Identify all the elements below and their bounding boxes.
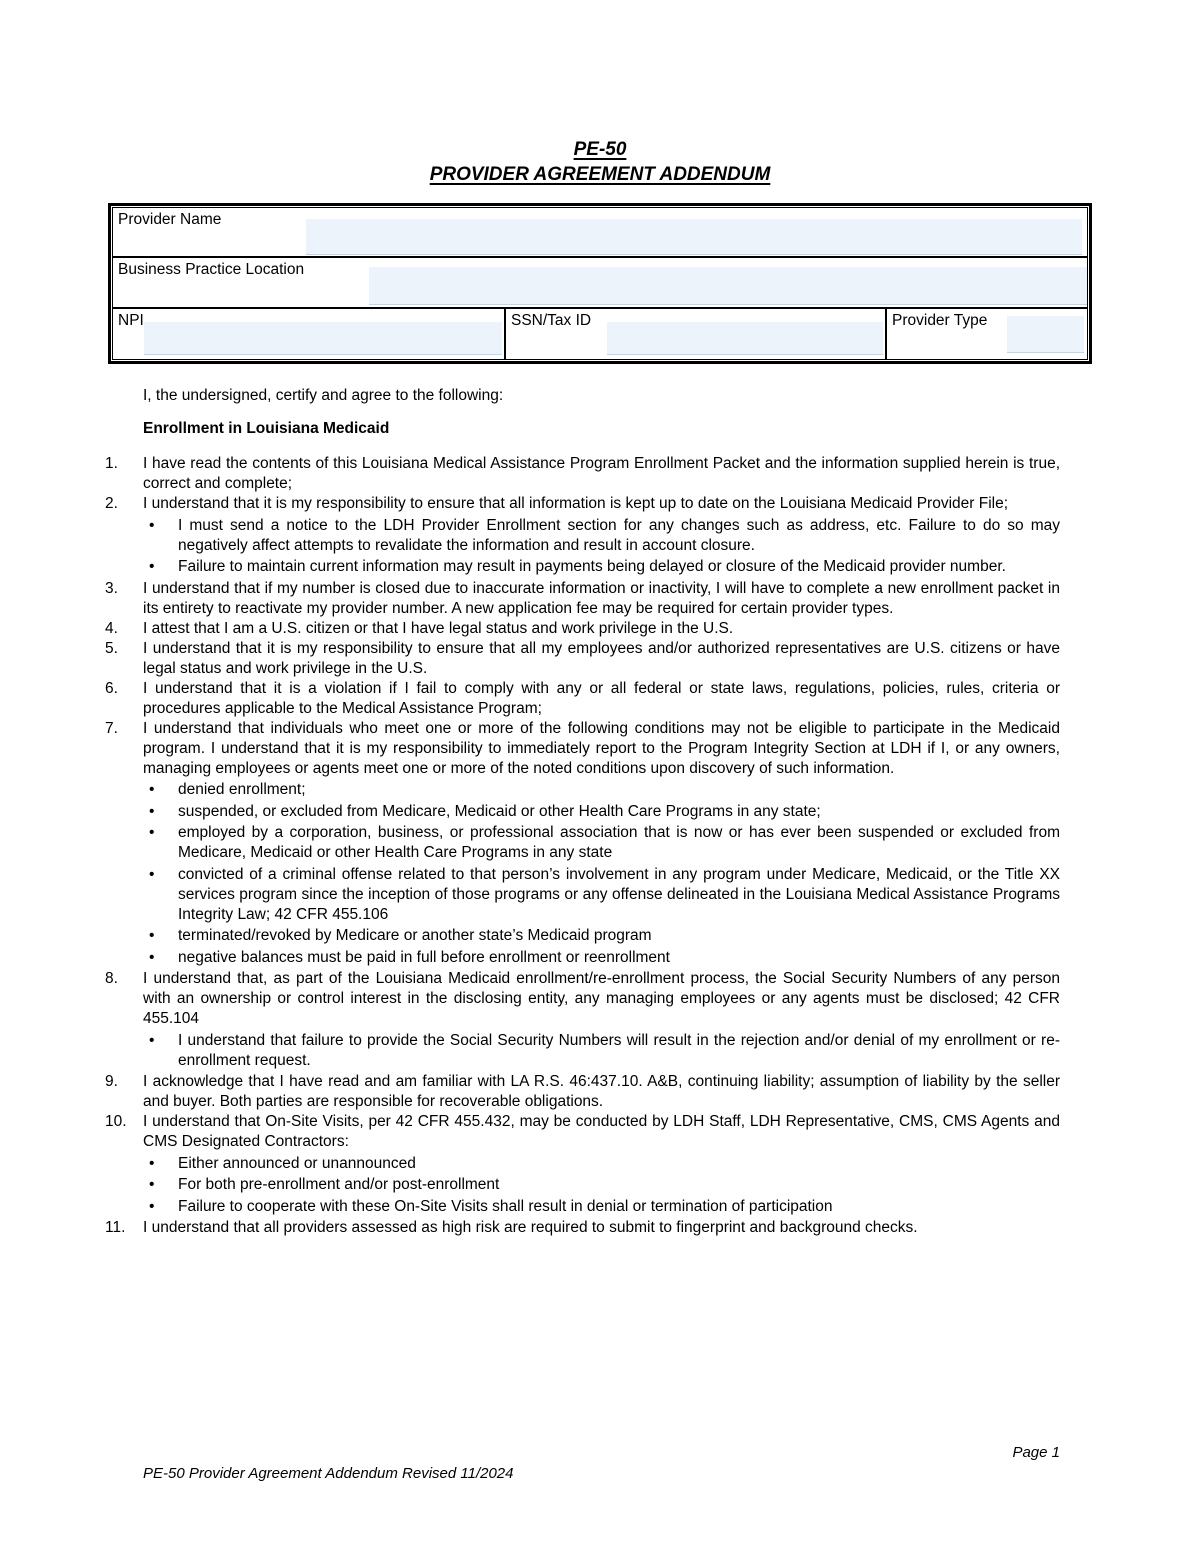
npi-ssn-type-row [113, 309, 1087, 359]
list-item-11 [105, 1218, 1060, 1238]
title-form-number: PE-50 [573, 139, 627, 160]
list-item-number: 1. [105, 455, 118, 472]
list-item-number: 3. [105, 579, 118, 597]
list-item-3 [105, 579, 1060, 619]
npi-cell [113, 309, 506, 359]
list-item-4 [105, 619, 1060, 639]
bullet-text: I must send a notice to the LDH Provider Enrollment section for any changes such as address, etc. Failure to do so may negatively affect attempts to revalidate the information and result in account closure. [178, 516, 1060, 554]
bullet-text: terminated/revoked by Medicare or another state’s Medicaid program [178, 927, 652, 944]
bullet-item [143, 1197, 1060, 1217]
provider-name-label: Provider Name [118, 211, 222, 228]
business-practice-location-input[interactable] [369, 267, 1087, 305]
list-item-number: 5. [105, 639, 118, 657]
list-item-number: 10. [105, 1113, 127, 1130]
list-item-10 [105, 1112, 1060, 1218]
list-item-text: I attest that I am a U.S. citizen or that I have legal status and work privilege in the U.S. [143, 619, 734, 637]
bullet-item [143, 1031, 1060, 1071]
bullet-item [143, 780, 1060, 800]
provider-type-input[interactable] [1007, 316, 1084, 353]
title-form-name: PROVIDER AGREEMENT ADDENDUM [429, 164, 771, 185]
revision-note: PE-50 Provider Agreement Addendum Revised 11/2024 [143, 1465, 514, 1482]
list-item-text: I understand that On-Site Visits, per 42 CFR 455.432, may be conducted by LDH Staff, LDH Representative, CMS, CMS Agents and CMS Designated Contractors: [143, 1113, 1060, 1150]
bullet-icon: • [149, 1176, 155, 1193]
bullet-icon: • [149, 948, 155, 966]
bullet-item [143, 1154, 1060, 1174]
business-practice-location-label: Business Practice Location [118, 261, 305, 278]
bullet-icon: • [149, 1031, 155, 1049]
list-item-9 [105, 1072, 1060, 1112]
list-item-text: I understand that, as part of the Louisiana Medicaid enrollment/re-enrollment process, the Social Security Numbers of any person with an ownership or control interest in the disclosing entity, any managing employees or any agents must be disclosed; 42 CFR 455.104 [143, 970, 1060, 1027]
list-item-2 [105, 494, 1060, 579]
ssn-tax-id-input[interactable] [607, 322, 883, 355]
bullet-icon: • [149, 558, 155, 575]
list-item-number: 7. [105, 719, 118, 737]
page-number: Page 1 [1012, 1444, 1060, 1461]
list-item-6 [105, 679, 1060, 719]
certify-intro-text: I, the undersigned, certify and agree to the following: [143, 387, 504, 404]
provider-type-cell [887, 309, 1087, 359]
business-practice-location-row [113, 258, 1087, 309]
list-item-text: I understand that it is my responsibility to ensure that all information is kept up to date on the Louisiana Medicaid Provider File; [143, 495, 1009, 512]
bullet-text: negative balances must be paid in full before enrollment or reenrollment [178, 948, 670, 966]
list-item-text: I acknowledge that I have read and am familiar with LA R.S. 46:437.10. A&B, continuing liability; assumption of liability by the seller and buyer. Both parties are responsible for recoverable obligations. [143, 1073, 1060, 1110]
bullet-text: I understand that failure to provide the Social Security Numbers will result in the rejection and/or denial of my enrollment or re-enrollment request. [178, 1031, 1060, 1069]
list-item-7 [105, 719, 1060, 970]
bullet-icon: • [149, 1197, 155, 1215]
ssn-tax-id-label: SSN/Tax ID [511, 312, 592, 329]
list-item-number: 4. [105, 619, 118, 637]
list-item-text: I have read the contents of this Louisiana Medical Assistance Program Enrollment Packet and the information supplied herein is true, correct and complete; [143, 455, 1060, 492]
bullet-text: employed by a corporation, business, or professional association that is now or has ever been suspended or excluded from Medicare, Medicaid or other Health Care Programs in any state [178, 824, 1060, 861]
bullet-icon: • [149, 781, 155, 798]
bullet-text: convicted of a criminal offense related to that person’s involvement in any program under Medicare, Medicaid, or the Title XX services program since the inception of those programs or any offense delineated in the Louisiana Medical Assistance Programs Integrity Law; 42 CFR 455.106 [178, 865, 1060, 923]
list-item-8 [105, 969, 1060, 1072]
bullet-item [143, 802, 1060, 822]
bullet-text: For both pre-enrollment and/or post-enrollment [178, 1176, 500, 1193]
bullet-item [143, 948, 1060, 968]
list-item-number: 11. [105, 1219, 126, 1236]
list-item-number: 9. [105, 1073, 118, 1090]
bullet-item [143, 557, 1060, 577]
list-item-text: I understand that all providers assessed as high risk are required to submit to fingerprint and background checks. [143, 1219, 918, 1236]
npi-input[interactable] [144, 322, 502, 355]
bullet-text: suspended, or excluded from Medicare, Medicaid or other Health Care Programs in any state; [178, 802, 821, 820]
list-item-text: I understand that it is a violation if I fail to comply with any or all federal or state laws, regulations, policies, rules, criteria or procedures applicable to the Medical Assistance Program; [143, 679, 1060, 717]
document-title [0, 137, 1200, 187]
provider-type-label: Provider Type [892, 312, 988, 329]
agreement-body [105, 386, 1060, 1238]
ssn-tax-id-cell [506, 309, 887, 359]
list-item-number: 8. [105, 970, 118, 987]
bullet-icon: • [149, 865, 155, 883]
list-item-1 [105, 454, 1060, 494]
bullet-text: denied enrollment; [178, 781, 306, 798]
bullet-item [143, 516, 1060, 556]
bullet-icon: • [149, 802, 155, 820]
provider-name-input[interactable] [306, 219, 1082, 255]
npi-label: NPI [118, 312, 144, 329]
bullet-icon: • [149, 824, 155, 841]
list-item-text: I understand that individuals who meet one or more of the following conditions may not be eligible to participate in the Medicaid program. I understand that it is my responsibility to immediately report to the Program Integrity Section at LDH if I, or any owners, managing employees or agents meet one or more of the noted conditions upon discovery of such information. [143, 719, 1060, 777]
bullet-item [143, 865, 1060, 925]
list-item-5 [105, 639, 1060, 679]
section-heading: Enrollment in Louisiana Medicaid [143, 420, 390, 437]
list-item-number: 2. [105, 495, 118, 512]
bullet-item [143, 823, 1060, 863]
bullet-item [143, 1175, 1060, 1195]
bullet-text: Failure to maintain current information may result in payments being delayed or closure of the Medicaid provider number. [178, 558, 1006, 575]
bullet-icon: • [149, 1154, 155, 1172]
list-item-text: I understand that if my number is closed due to inaccurate information or inactivity, I will have to complete a new enrollment packet in its entirety to reactivate my provider number. A new application fee may be required for certain provider types. [143, 579, 1060, 617]
list-item-text: I understand that it is my responsibility to ensure that all my employees and/or authorized representatives are U.S. citizens or have legal status and work privilege in the U.S. [143, 639, 1060, 677]
provider-name-row [113, 208, 1087, 258]
bullet-text: Either announced or unannounced [178, 1154, 416, 1172]
bullet-text: Failure to cooperate with these On-Site Visits shall result in denial or termination of participation [178, 1197, 833, 1215]
bullet-item [143, 926, 1060, 946]
bullet-icon: • [149, 516, 155, 534]
list-item-number: 6. [105, 679, 118, 697]
provider-info-table [108, 203, 1092, 364]
bullet-icon: • [149, 927, 155, 944]
